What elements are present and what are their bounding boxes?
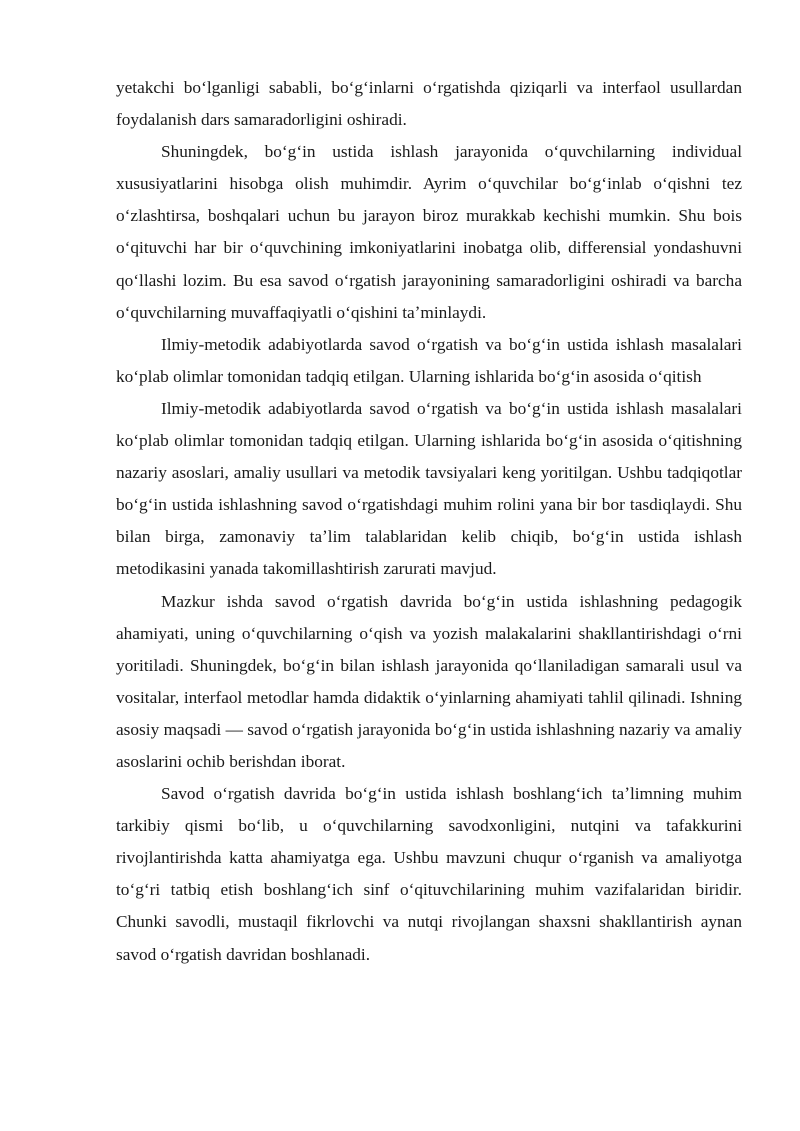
paragraph-individual-approach: Shuningdek, boʻgʻin ustida ishlash jarayonida oʻquvchilarning individual xususiyatlarini hisobga olish muhimdir. Ayrim oʻquvchilar boʻgʻinlab oʻqishni tez oʻzlashtirsa, boshqalari uchun bu jarayon biroz murakkab kechishi mumkin. Shu bois oʻqituvchi har bir oʻquvchining imkoniyatlarini inobatga olib, differensial yondashuvni qoʻllashi lozim. Bu esa savod oʻrgatish jarayonining samaradorligini oshiradi va barcha oʻquvchilarning muvaffaqiyatli oʻqishini taʼminlaydi. bbox=[116, 142, 742, 322]
paragraph-literature-fragment: Ilmiy-metodik adabiyotlarda savod oʻrgatish va boʻgʻin ustida ishlash masalalari koʻplab olimlar tomonidan tadqiq etilgan. Ularning ishlarida boʻgʻin asosida oʻqitish bbox=[116, 334, 742, 386]
paragraph-conclusion: Savod oʻrgatish davrida boʻgʻin ustida ishlash boshlangʻich taʼlimning muhim tarkibiy qismi boʻlib, u oʻquvchilarning savodxonligini, nutqini va tafakkurini rivojlantirishda katta ahamiyatga ega. Ushbu mavzuni chuqur oʻrganish va amaliyotga toʻgʻri tatbiq etish boshlangʻich sinf oʻqituvchilarining muhim vazifalaridan biridir. Chunki savodli, mustaqil fikrlovchi va nutqi rivojlangan shaxsni shakllantirish aynan savod oʻrgatish davridan boshlanadi. bbox=[116, 784, 742, 964]
paragraph-work-purpose: Mazkur ishda savod oʻrgatish davrida boʻgʻin ustida ishlashning pedagogik ahamiyati, uning oʻquvchilarning oʻqish va yozish malakalarini shakllantirishdagi oʻrni yoritiladi. Shuningdek, boʻgʻin bilan ishlash jarayonida qoʻllaniladigan samarali usul va vositalar, interfaol metodlar hamda didaktik oʻyinlarning ahamiyati tahlil qilinadi. Ishning asosiy maqsadi — savod oʻrgatish jarayonida boʻgʻin ustida ishlashning nazariy va amaliy asoslarini ochib berishdan iborat. bbox=[116, 591, 742, 771]
paragraph-literature-review: Ilmiy-metodik adabiyotlarda savod oʻrgatish va boʻgʻin ustida ishlash masalalari koʻplab olimlar tomonidan tadqiq etilgan. Ularning ishlarida boʻgʻin asosida oʻqitishning nazariy asoslari, amaliy usullari va metodik tavsiyalari keng yoritilgan. Ushbu tadqiqotlar boʻgʻin ustida ishlashning savod oʻrgatishdagi muhim rolini yana bir bor tasdiqlaydi. Shu bilan birga, zamonaviy taʼlim talablaridan kelib chiqib, boʻgʻin ustida ishlash metodikasini yanada takomillashtirish zarurati mavjud. bbox=[116, 398, 742, 579]
paragraph-continuation: yetakchi boʻlganligi sababli, boʻgʻinlarni oʻrgatishda qiziqarli va interfaol usullardan foydalanish dars samaradorligini oshiradi. bbox=[116, 78, 742, 130]
document-body bbox=[116, 72, 742, 971]
